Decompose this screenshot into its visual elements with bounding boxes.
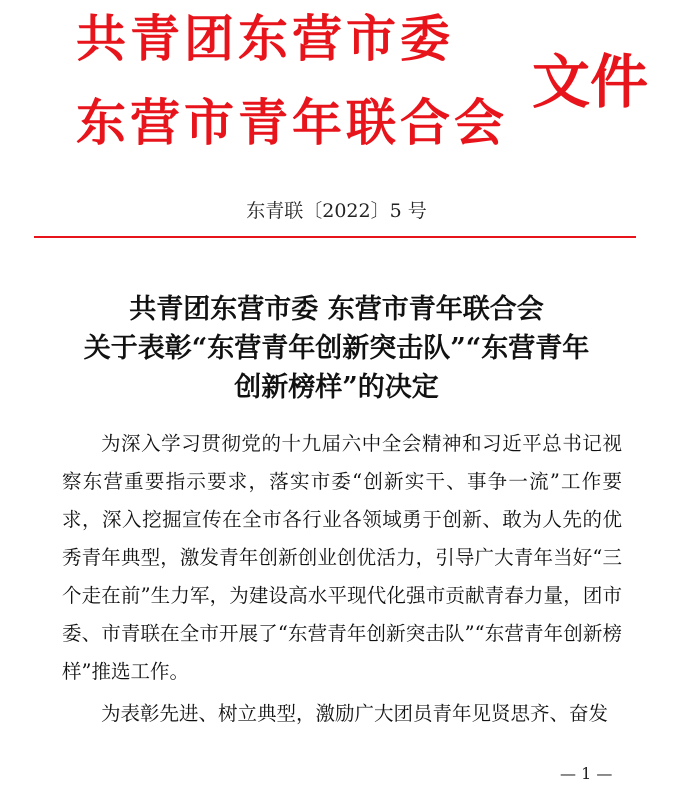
body-paragraph-2: 为表彰先进、树立典型，激励广大团员青年见贤思齐、奋发 [101, 702, 609, 725]
title-line-3: 创新榜样”的决定 [234, 372, 439, 403]
title-line-2: 关于表彰“东营青年创新突击队”“东营青年 [83, 333, 590, 364]
header-red-rule [34, 236, 636, 238]
title-line-1: 共青团东营市委 东营市青年联合会 [129, 294, 544, 325]
issuing-org-line-1: 共青团东营市委 [76, 9, 454, 68]
document-body [62, 425, 622, 733]
issuing-org-line-2: 东营市青年联合会 [76, 93, 508, 152]
page-number: — 1 — [560, 764, 613, 783]
document-type-label: 文件 [532, 48, 649, 116]
document-number: 东青联〔2022〕5 号 [246, 200, 427, 222]
document-title [0, 290, 673, 407]
body-paragraph-1: 为深入学习贯彻党的十九届六中全会精神和习近平总书记视察东营重要指示要求，落实市委“创新实干、事争一流”工作要求，深入挖掘宣传在全市各行业各领域勇于创新、敢为人先的优秀青年典型，激发青年创新创业创优活力，引导广大青年当好“三个走在前”生力军，为建设高水平现代化强市贡献青春力量，团市委、市青联在全市开展了“东营青年创新突击队”“东营青年创新榜样”推选工作。 [62, 432, 622, 683]
